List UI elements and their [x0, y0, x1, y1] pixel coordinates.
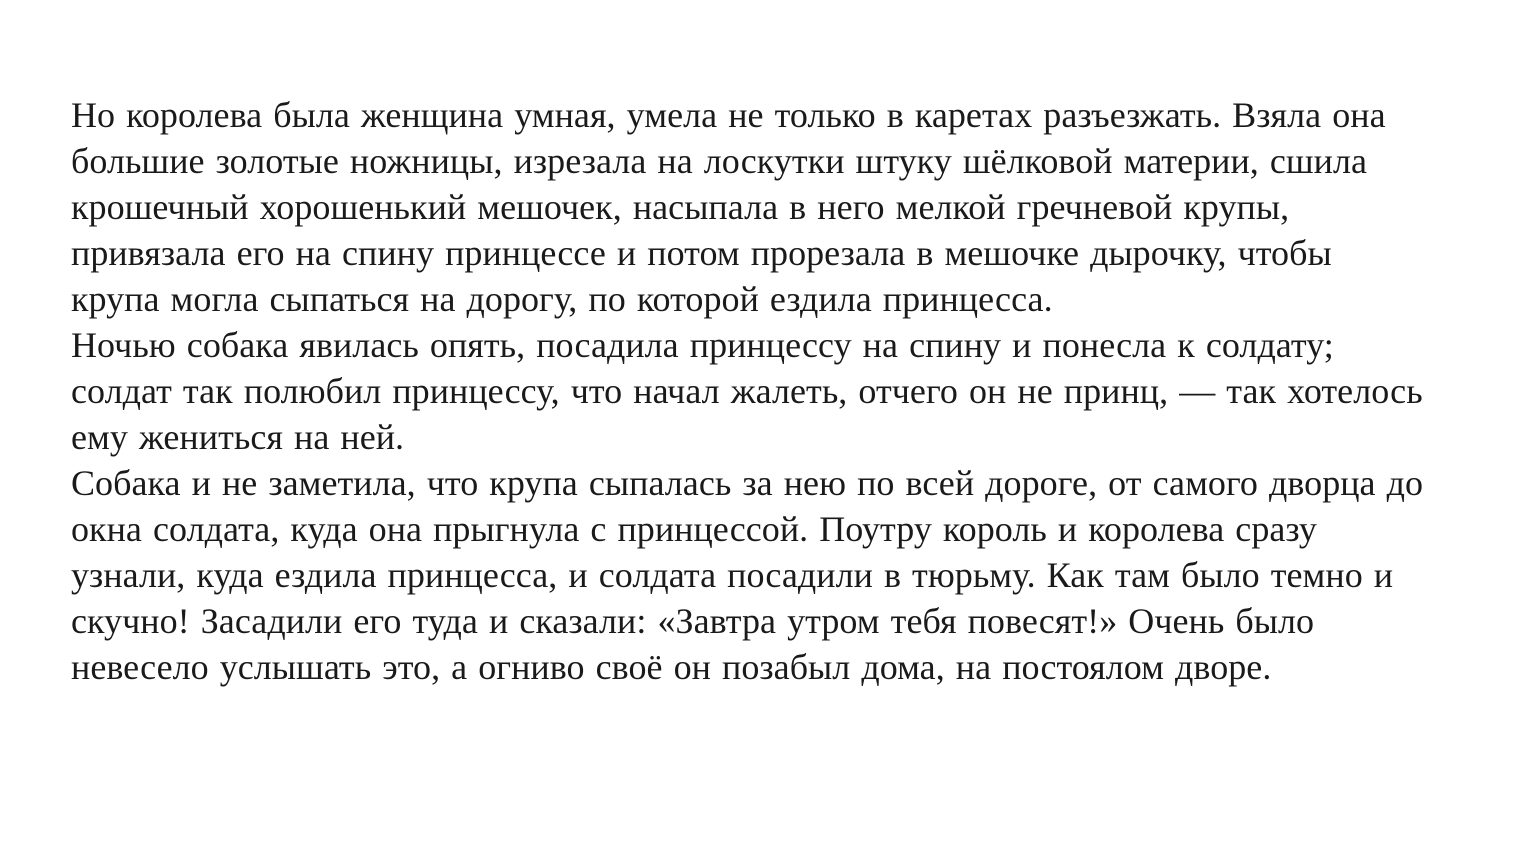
story-text [71, 92, 1511, 690]
text-line: скучно! Засадили его туда и сказали: «Завтра утром тебя повесят!» Очень было [71, 601, 1315, 641]
text-line: Но королева была женщина умная, умела не только в каретах разъезжать. Взяла она [71, 95, 1386, 135]
text-line: большие золотые ножницы, изрезала на лоскутки штуку шёлковой материи, сшила [71, 141, 1368, 181]
text-line: Ночью собака явилась опять, посадила принцессу на спину и понесла к солдату; [71, 325, 1334, 365]
text-line: ему жениться на ней. [71, 417, 405, 457]
text-line: узнали, куда ездила принцесса, и солдата посадили в тюрьму. Как там было темно и [71, 555, 1394, 595]
text-line: невесело услышать это, а огниво своё он позабыл дома, на постоялом дворе. [71, 647, 1272, 687]
text-line: солдат так полюбил принцессу, что начал жалеть, отчего он не принц, — так хотелось [71, 371, 1423, 411]
text-line: крупа могла сыпаться на дорогу, по которой ездила принцесса. [71, 279, 1053, 319]
text-line: Собака и не заметила, что крупа сыпалась за нею по всей дороге, от самого дворца до [71, 463, 1424, 503]
text-line: окна солдата, куда она прыгнула с принцессой. Поутру король и королева сразу [71, 509, 1317, 549]
text-line: крошечный хорошенький мешочек, насыпала в него мелкой гречневой крупы, [71, 187, 1290, 227]
text-line: привязала его на спину принцессе и потом прорезала в мешочке дырочку, чтобы [71, 233, 1332, 273]
